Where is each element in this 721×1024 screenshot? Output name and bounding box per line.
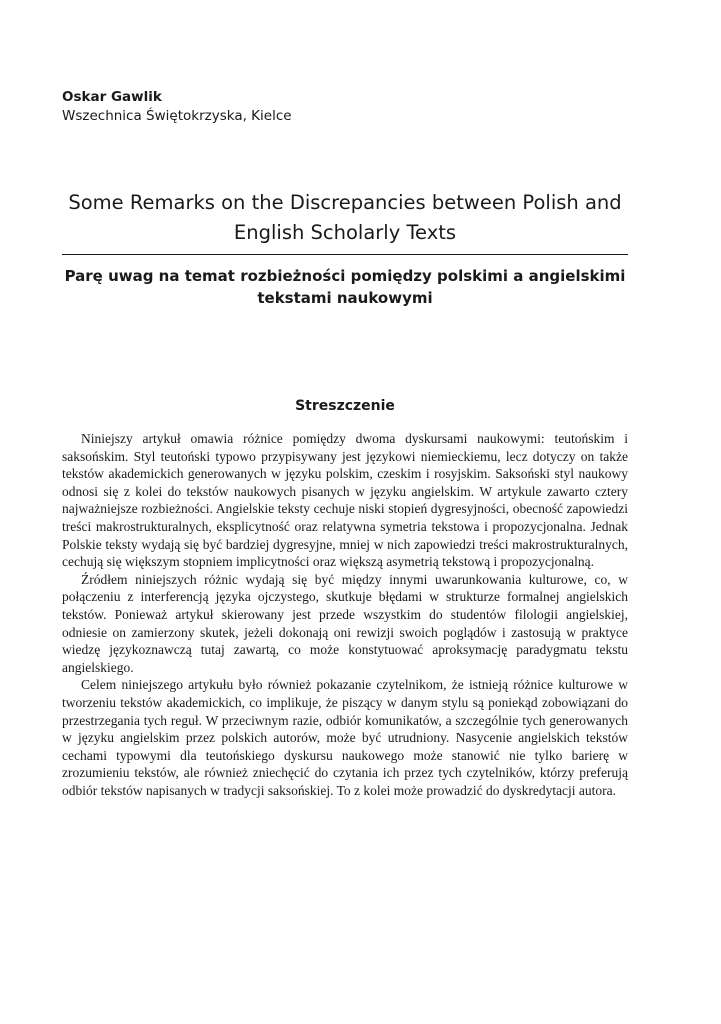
abstract-paragraph: Niniejszy artykuł omawia różnice pomiędzy dwoma dyskursami naukowymi: teutońskim i saksońskim. Styl teutoński typowo przypisywany jest językowi niemieckiemu, lecz dotyczy on także tekstów akademickich generowanych w języku polskim, czeskim i rosyjskim. Saksoński styl naukowy odnosi się z kolei do tekstów naukowych pisanych w języku angielskim. W artykule zawarto cztery najważniejsze rozbieżności. Angielskie teksty cechuje niski stopień dygresyjności, obecność zapowiedzi treści makrostrukturalnych, eksplicytność oraz relatywna symetria tekstowa i propozycjonalna. Jednak Polskie teksty wydają się być bardziej dygresyjne, mniej w nich zapowiedzi treści makrostrukturalnych, cechują się większym stopniem implicytności oraz większą asymetrią tekstową i propozycjonalną. [62, 431, 628, 570]
abstract-paragraph: Celem niniejszego artykułu było również pokazanie czytelnikom, że istnieją różnice kulturowe w tworzeniu tekstów akademickich, co implikuje, że piszący w danym stylu są poniekąd zobowiązani do przestrzegania tych reguł. W przeciwnym razie, odbiór komunikatów, a szczególnie tych generowanych w języku angielskim przez polskich autorów, może być utrudniony. Nasycenie angielskich tekstów cechami typowymi dla teutońskiego dyskursu naukowego może stanowić nie tylko barierę w zrozumieniu tekstów, ale również zniechęcić do czytania ich przez tych czytelników, którzy preferują odbiór tekstów napisanych w tradycji saksońskiej. To z kolei może prowadzić do dyskredytacji autora. [62, 677, 628, 798]
author-affiliation: Wszechnica Świętokrzyska, Kielce [62, 108, 292, 124]
author-name: Oskar Gawlik [62, 89, 162, 105]
article-title-english: Some Remarks on the Discrepancies between Polish and English Scholarly Texts [68, 191, 622, 244]
abstract-body [62, 430, 628, 799]
article-title-polish: Parę uwag na temat rozbieżności pomiędzy polskimi a angielskimi tekstami naukowymi [64, 267, 626, 307]
author-block [62, 88, 292, 126]
abstract-heading: Streszczenie [295, 398, 395, 414]
title-divider [62, 254, 628, 255]
abstract-paragraph: Źródłem niniejszych różnic wydają się być między innymi uwarunkowania kulturowe, co, w połączeniu z interferencją języka ojczystego, skutkuje błędami w strukturze formalnej angielskich tekstów. Ponieważ artykuł skierowany jest przede wszystkim do studentów filologii angielskiej, odniesie on zamierzony skutek, jeżeli dokonają oni rewizji swoich poglądów i zastosują w praktyce wiedzę językoznawczą tutaj zawartą, co może konstytuować aproksymację paradygmatu tekstu angielskiego. [62, 571, 628, 675]
